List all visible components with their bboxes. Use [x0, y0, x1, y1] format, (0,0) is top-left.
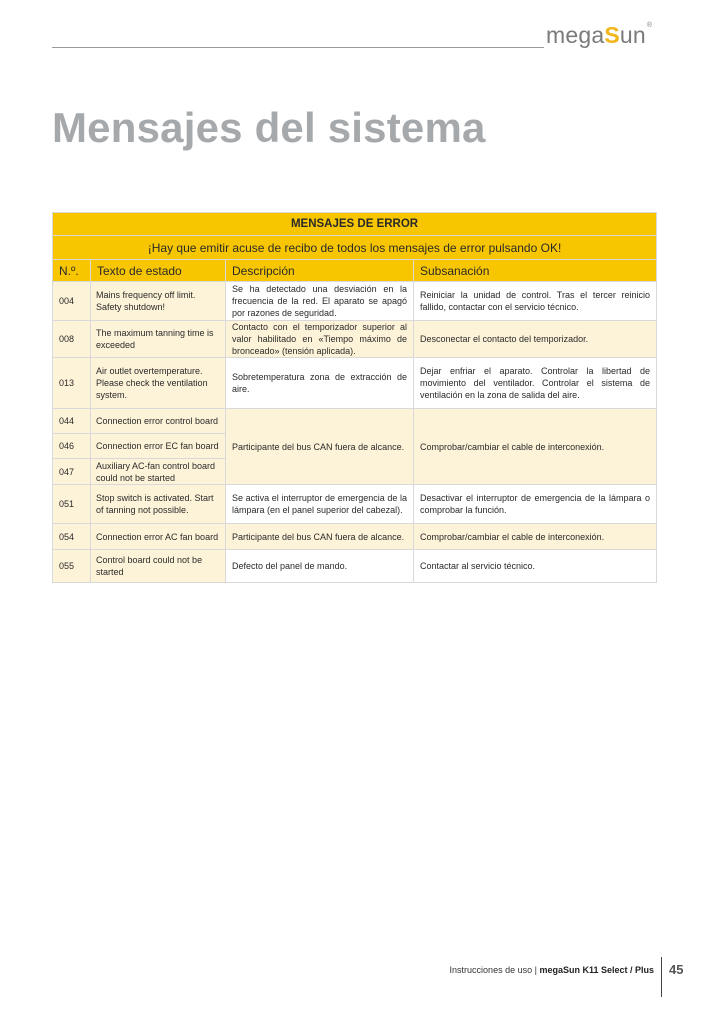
cell-desc: Defecto del panel de mando.	[226, 550, 414, 583]
footer-rule	[661, 957, 662, 997]
cell-fix: Contactar al servicio técnico.	[414, 550, 657, 583]
cell-state: Connection error control board	[91, 409, 226, 434]
cell-desc: Participante del bus CAN fuera de alcance.	[226, 524, 414, 550]
table-header-row	[53, 260, 657, 282]
logo-suffix: un	[619, 22, 646, 48]
cell-desc: Sobretemperatura zona de extracción de aire.	[226, 358, 414, 409]
error-messages-table	[52, 212, 657, 583]
cell-num: 013	[53, 358, 91, 409]
cell-desc: Se ha detectado una desviación en la frecuencia de la red. El aparato se apagó por razones de seguridad.	[226, 282, 414, 321]
table-row	[53, 485, 657, 524]
cell-num: 051	[53, 485, 91, 524]
logo-prefix: mega	[546, 22, 605, 48]
footer-product: megaSun K11 Select / Plus	[539, 965, 654, 975]
cell-state: Connection error AC fan board	[91, 524, 226, 550]
header-desc: Descripción	[226, 260, 414, 282]
logo-sun-letter: S	[604, 22, 620, 48]
cell-num: 054	[53, 524, 91, 550]
cell-num: 055	[53, 550, 91, 583]
cell-fix: Desconectar el contacto del temporizador.	[414, 321, 657, 358]
cell-state: The maximum tanning time is exceeded	[91, 321, 226, 358]
table-row	[53, 409, 657, 434]
cell-num: 046	[53, 434, 91, 459]
brand-logo	[546, 22, 652, 49]
table-row	[53, 321, 657, 358]
cell-fix: Desactivar el interruptor de emergencia de la lámpara o comprobar la función.	[414, 485, 657, 524]
page-title: Mensajes del sistema	[52, 104, 486, 151]
cell-state: Stop switch is activated. Start of tanning not possible.	[91, 485, 226, 524]
cell-state: Control board could not be started	[91, 550, 226, 583]
header-state: Texto de estado	[91, 260, 226, 282]
table-subtitle: ¡Hay que emitir acuse de recibo de todos los mensajes de error pulsando OK!	[53, 236, 657, 260]
table-row	[53, 550, 657, 583]
cell-fix: Dejar enfriar el aparato. Controlar la libertad de movimiento del ventilador. Controlar el sistema de ventilación en la zona de salida del aire.	[414, 358, 657, 409]
cell-num: 004	[53, 282, 91, 321]
cell-state: Auxiliary AC-fan control board could not be started	[91, 459, 226, 485]
cell-num: 044	[53, 409, 91, 434]
logo-registered: ®	[646, 22, 653, 29]
table-row	[53, 282, 657, 321]
header-rule	[52, 47, 544, 48]
header-num: N.º.	[53, 260, 91, 282]
header-fix: Subsanación	[414, 260, 657, 282]
cell-num: 047	[53, 459, 91, 485]
page-number: 45	[669, 962, 684, 977]
cell-num: 008	[53, 321, 91, 358]
footer-manual: Instrucciones de uso	[449, 965, 533, 975]
table-row	[53, 524, 657, 550]
cell-state: Air outlet overtemperature. Please check the ventilation system.	[91, 358, 226, 409]
cell-fix-merged: Comprobar/cambiar el cable de interconexión.	[414, 409, 657, 485]
table-row	[53, 358, 657, 409]
footer-text	[380, 965, 654, 975]
cell-state: Mains frequency off limit. Safety shutdown!	[91, 282, 226, 321]
footer-separator: |	[532, 965, 540, 975]
table-title: MENSAJES DE ERROR	[53, 213, 657, 236]
cell-fix: Reiniciar la unidad de control. Tras el tercer reinicio fallido, contactar con el servicio técnico.	[414, 282, 657, 321]
cell-fix: Comprobar/cambiar el cable de interconexión.	[414, 524, 657, 550]
cell-desc: Contacto con el temporizador superior al valor habilitado en «Tiempo máximo de bronceado» (tensión aplicada).	[226, 321, 414, 358]
cell-desc: Se activa el interruptor de emergencia de la lámpara (en el panel superior del cabezal).	[226, 485, 414, 524]
cell-state: Connection error EC fan board	[91, 434, 226, 459]
cell-desc-merged: Participante del bus CAN fuera de alcance.	[226, 409, 414, 485]
